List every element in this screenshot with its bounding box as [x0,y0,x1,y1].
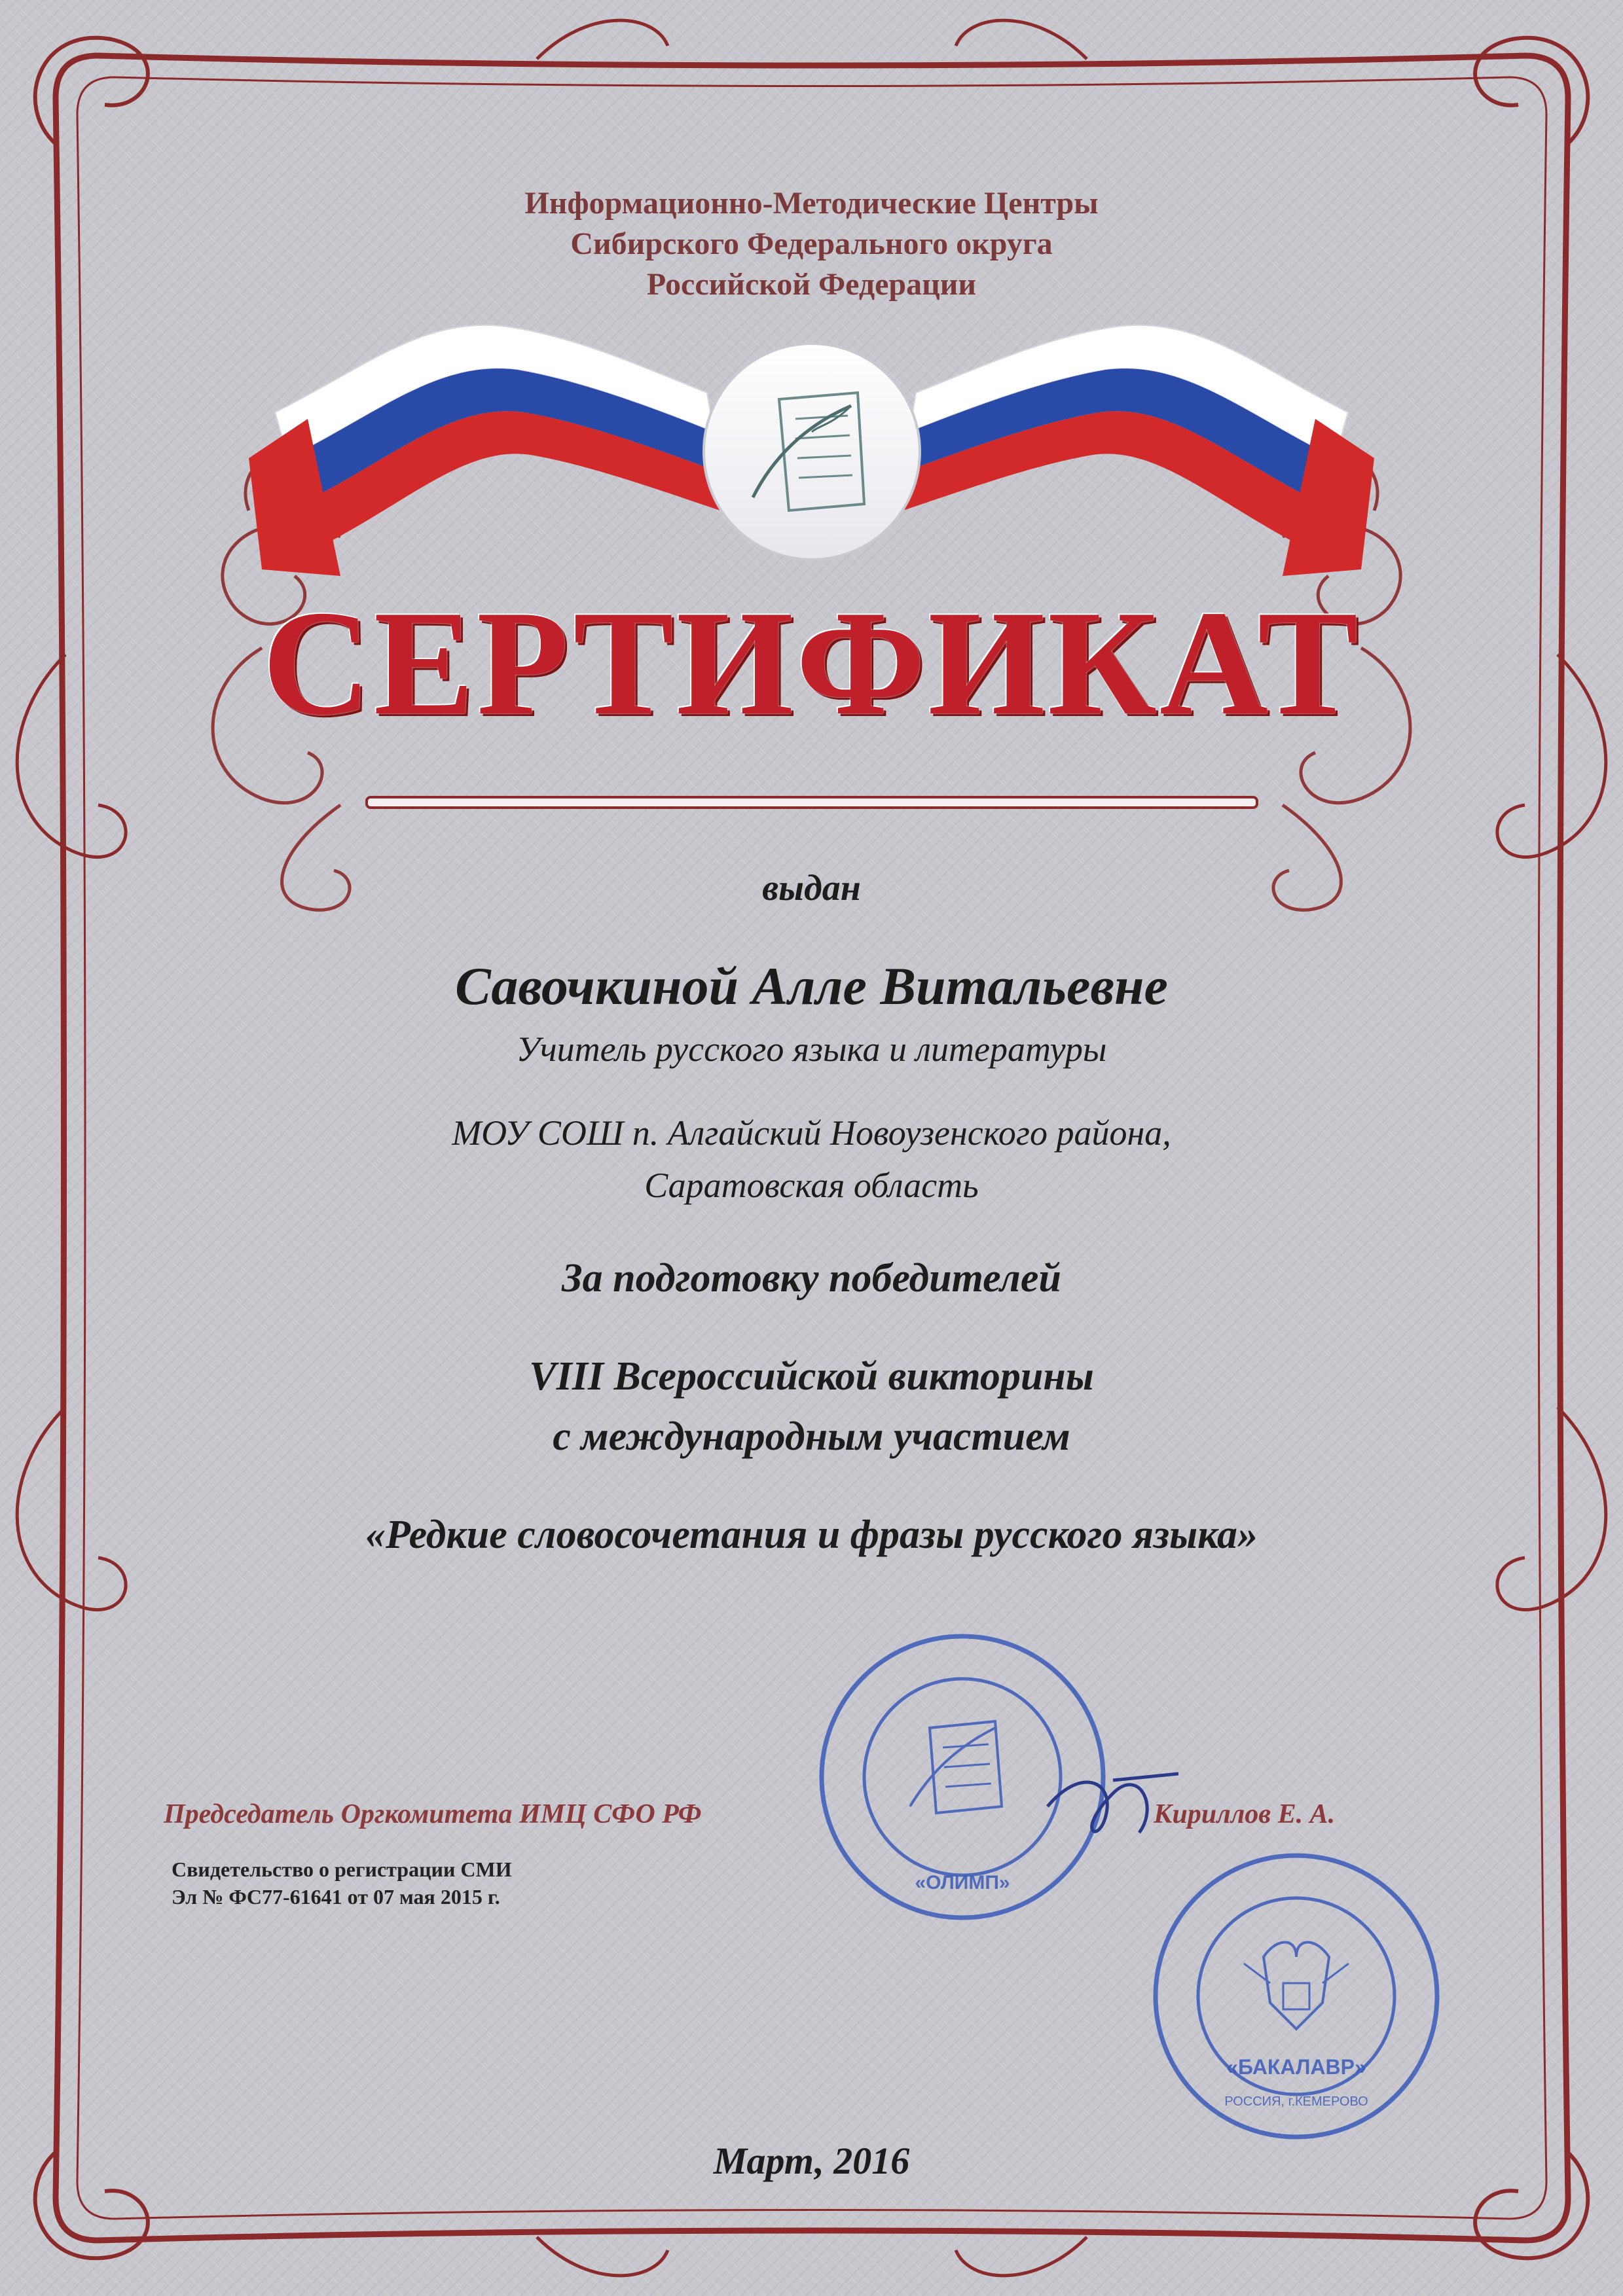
certificate-title: СЕРТИФИКАТ [262,579,1361,746]
recipient-position: Учитель русского языка и литературы [516,1030,1107,1069]
signer-role: Председатель Оргкомитета ИМЦ СФО РФ [164,1799,702,1829]
registration-line-1: Свидетельство о регистрации СМИ [172,1857,512,1881]
registration-line-2: Эл № ФС77-61641 от 07 мая 2015 г. [172,1885,500,1909]
org-line-2: Сибирского Федерального округа [570,226,1053,261]
bakalavr-stamp-center: «БАКАЛАВР» [1226,2055,1366,2079]
event-line-1: VIII Всероссийской викторины [529,1354,1094,1399]
signer-name: Кириллов Е. А. [1154,1799,1336,1829]
issue-date: Март, 2016 [713,2140,910,2182]
olimp-stamp-center: «ОЛИМП» [915,1872,1010,1893]
event-line-2: с международным участием [553,1414,1070,1459]
recipient-name: Савочкиной Алле Витальевне [455,956,1168,1016]
bakalavr-stamp-bottom: РОССИЯ, г.КЕМЕРОВО [1224,2094,1368,2109]
org-line-3: Российской Федерации [646,267,977,302]
event-topic: «Редкие словосочетания и фразы русского языка» [365,1513,1258,1557]
scroll-quill-emblem [704,344,920,560]
school-line-2: Саратовская область [644,1166,979,1205]
issued-label: выдан [762,868,861,908]
org-line-1: Информационно-Методические Центры [524,186,1099,221]
award-reason: За подготовку победителей [562,1256,1061,1300]
school-line-1: МОУ СОШ п. Алгайский Новоузенского района, [452,1113,1171,1153]
